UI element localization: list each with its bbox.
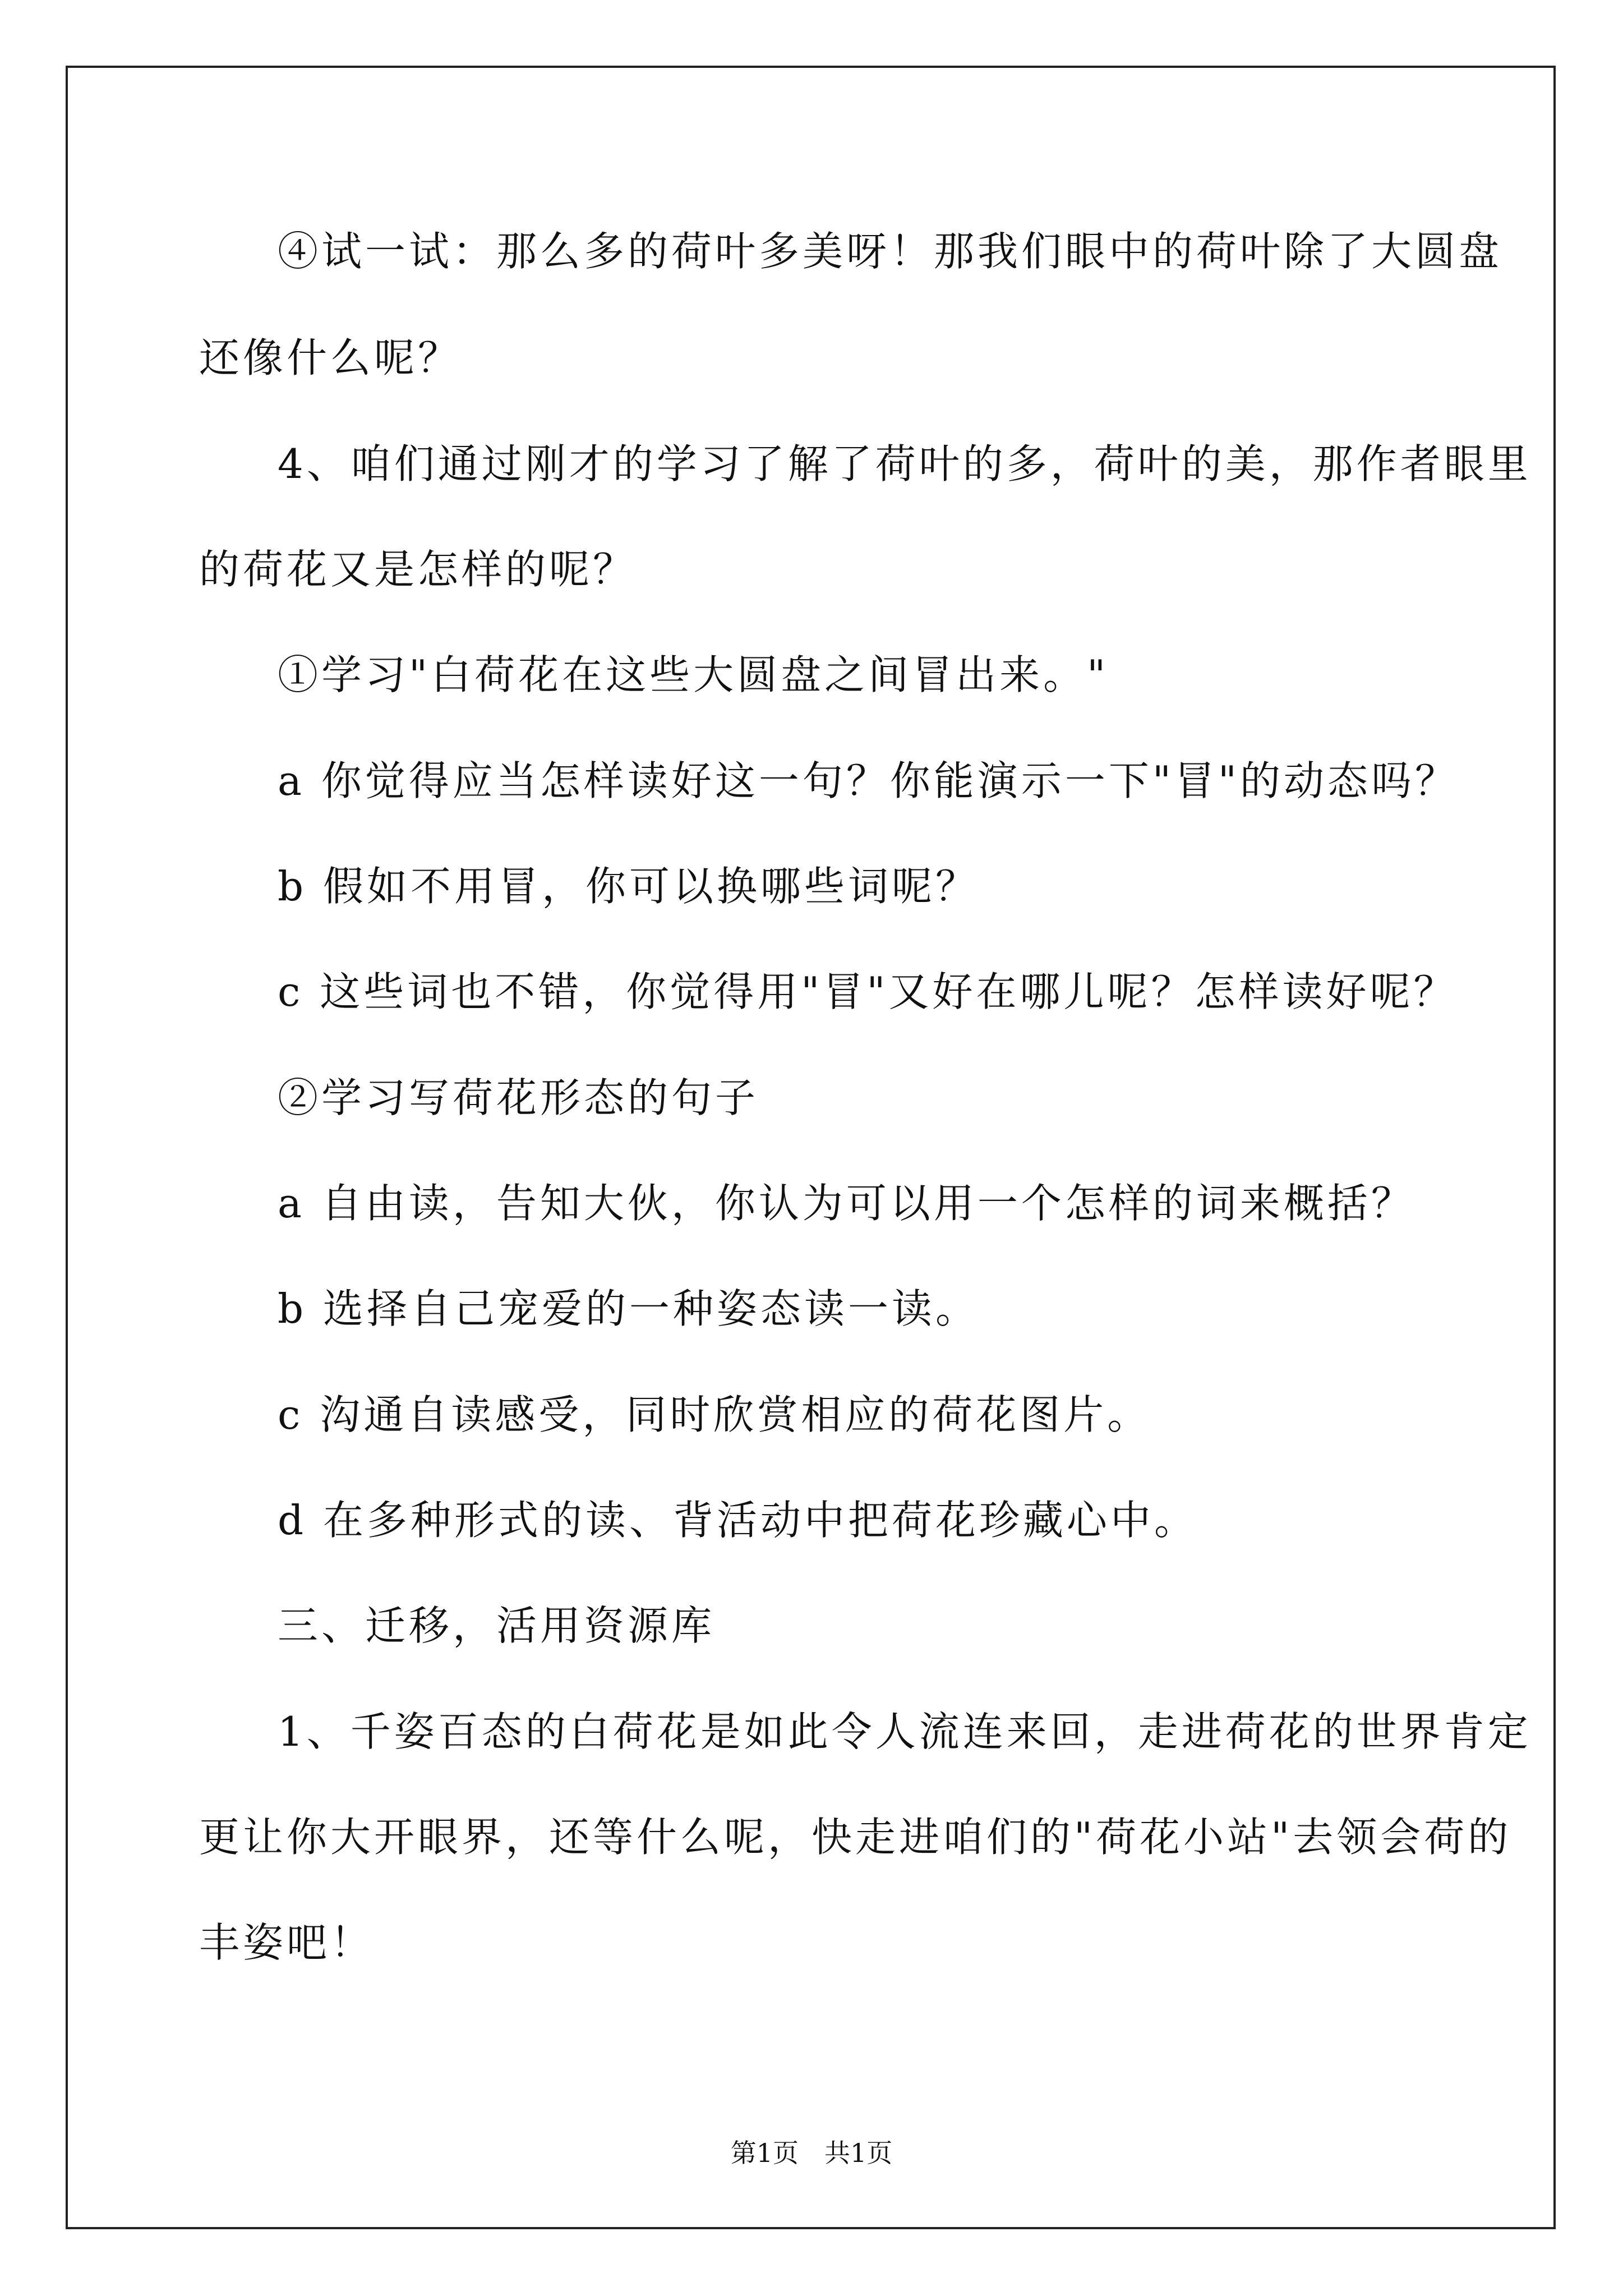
- paragraph-line: 的荷花又是怎样的呢？: [199, 546, 637, 593]
- paragraph-line: a 自由读，告知大伙，你认为可以用一个怎样的词来概括？: [278, 1180, 1415, 1227]
- section-heading: 三、迁移，活用资源库: [278, 1602, 716, 1649]
- paragraph-line: b 选择自己宠爱的一种姿态读一读。: [278, 1285, 979, 1332]
- paragraph-line: ④试一试：那么多的荷叶多美呀！那我们眼中的荷叶除了大圆盘: [278, 228, 1503, 275]
- paragraph-line: 还像什么呢？: [199, 334, 462, 381]
- paragraph-line: 1、千姿百态的白荷花是如此令人流连来回，走进荷花的世界肯定: [278, 1708, 1532, 1755]
- paragraph-line: 更让你大开眼界，还等什么呢，快走进咱们的"荷花小站"去领会荷的: [199, 1814, 1512, 1861]
- paragraph-line: 4、咱们通过刚才的学习了解了荷叶的多，荷叶的美，那作者眼里: [278, 440, 1532, 487]
- paragraph-line: b 假如不用冒，你可以换哪些词呢？: [278, 863, 979, 910]
- page-number-footer: 第1页 共1页: [730, 2138, 893, 2168]
- paragraph-line: ①学习"白荷花在这些大圆盘之间冒出来。": [278, 651, 1109, 698]
- page-border: [66, 66, 1556, 2229]
- paragraph-line: c 沟通自读感受，同时欣赏相应的荷花图片。: [278, 1391, 1151, 1438]
- paragraph-line: d 在多种形式的读、背活动中把荷花珍藏心中。: [278, 1497, 1198, 1544]
- paragraph-line: 丰姿吧！: [199, 1919, 375, 1966]
- paragraph-line: c 这些词也不错，你觉得用"冒"又好在哪儿呢？怎样读好呢？: [278, 968, 1458, 1015]
- paragraph-line: a 你觉得应当怎样读好这一句？你能演示一下"冒"的动态吗？: [278, 757, 1459, 804]
- paragraph-line: ②学习写荷花形态的句子: [278, 1074, 759, 1121]
